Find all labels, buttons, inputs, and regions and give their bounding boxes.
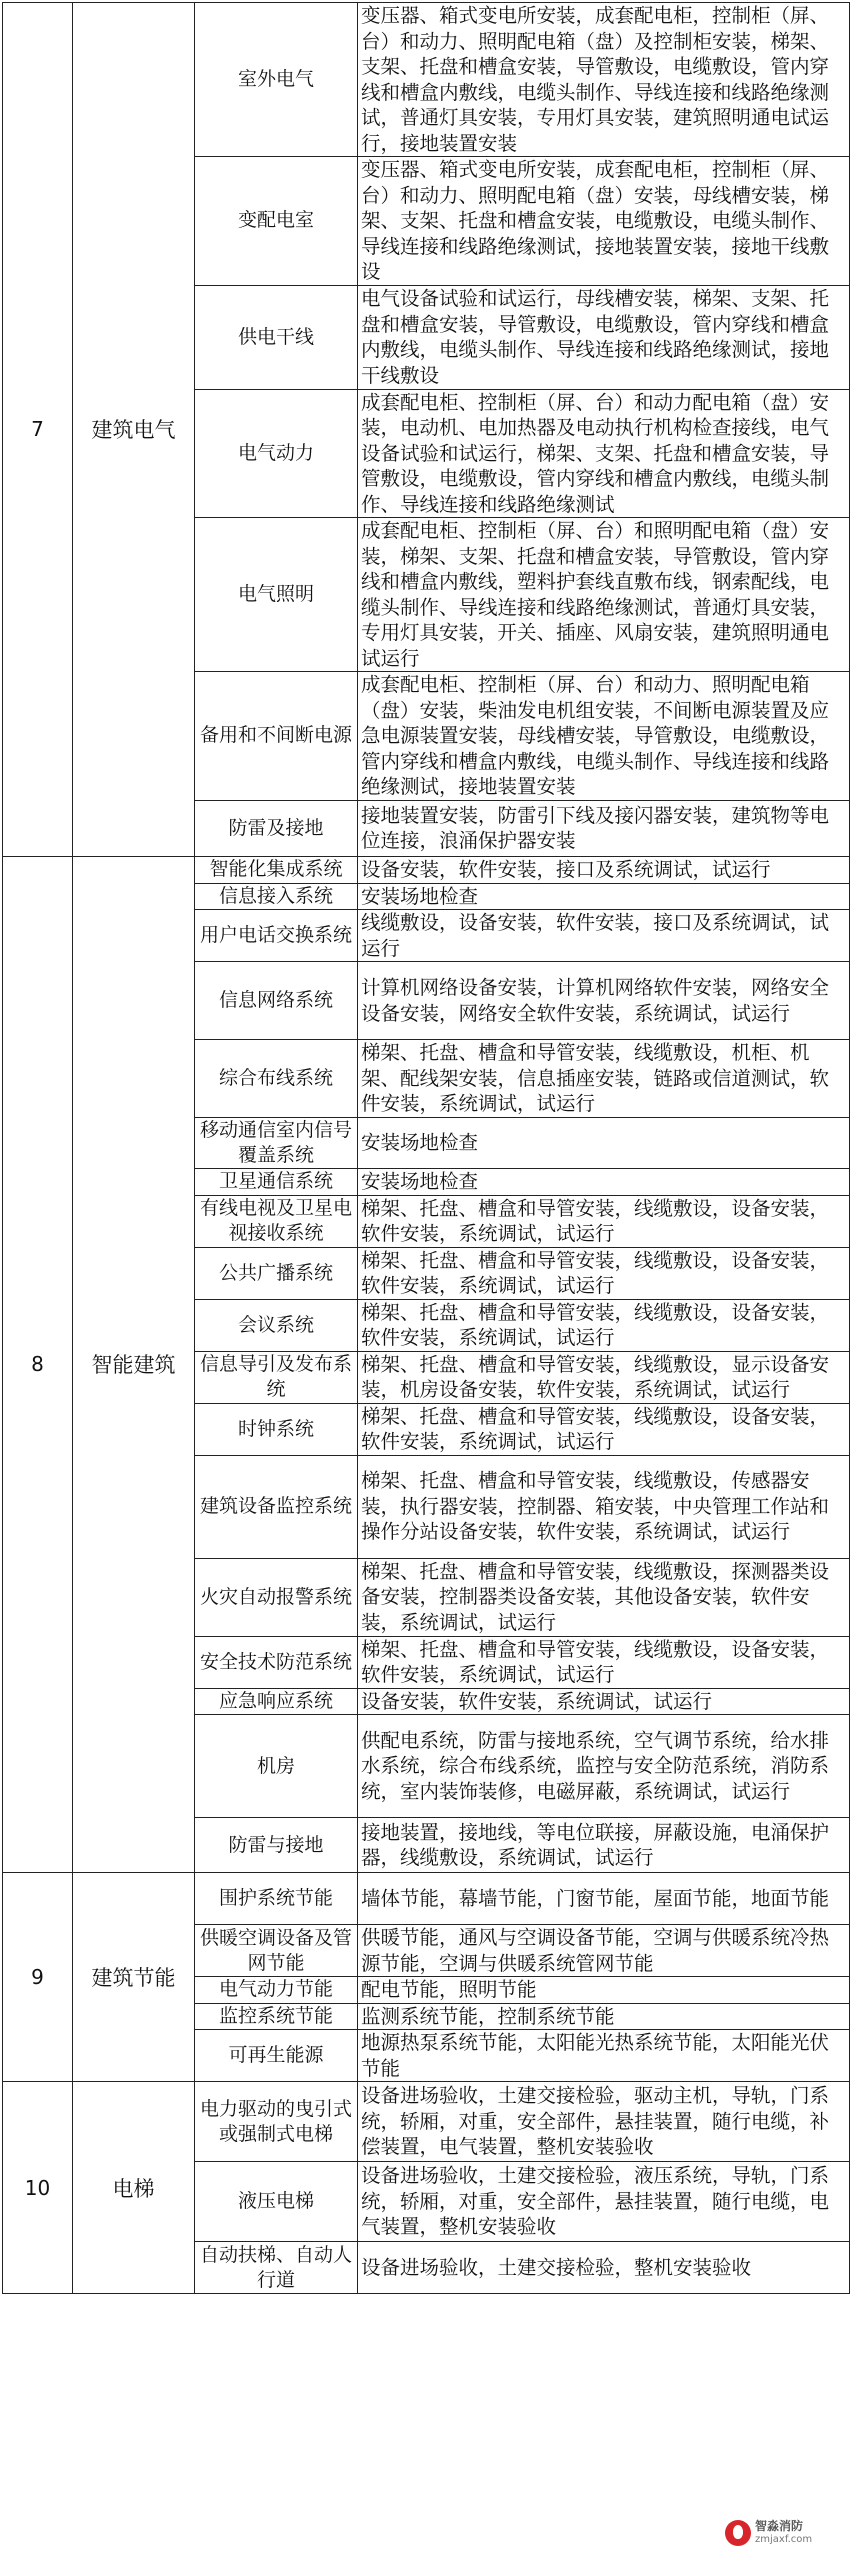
work-items: 接地装置安装，防雷引下线及接闪器安装，建筑物等电位连接，浪涌保护器安装 bbox=[358, 800, 850, 856]
work-items: 梯架、托盘、槽盒和导管安装，线缆敷设，探测器类设备安装，控制器类设备安装，其他设备安装，软件安装，系统调试，试运行 bbox=[358, 1558, 850, 1636]
subdivision-name: 围护系统节能 bbox=[195, 1873, 358, 1925]
subdivision-name: 室外电气 bbox=[195, 3, 358, 157]
subdivision-name: 建筑设备监控系统 bbox=[195, 1455, 358, 1558]
subdivision-name: 液压电梯 bbox=[195, 2162, 358, 2242]
subdivision-name: 卫星通信系统 bbox=[195, 1169, 358, 1196]
table-row bbox=[3, 856, 850, 883]
table-row bbox=[3, 3, 850, 157]
work-items: 设备进场验收，土建交接检验，驱动主机，导轨，门系统，轿厢，对重，安全部件，悬挂装置，随行电缆，补偿装置，电气装置，整机安装验收 bbox=[358, 2082, 850, 2162]
work-items: 变压器、箱式变电所安装，成套配电柜，控制柜（屏、台）和动力、照明配电箱（盘）及控制柜安装，梯架、支架、托盘和槽盒安装，导管敷设，电缆敷设，管内穿线和槽盒内敷线，电缆头制作、导线连接和线路绝缘测试，普通灯具安装，专用灯具安装，建筑照明通电试运行，接地装置安装 bbox=[358, 3, 850, 157]
work-items: 梯架、托盘、槽盒和导管安装，线缆敷设，设备安装，软件安装，系统调试，试运行 bbox=[358, 1636, 850, 1688]
work-items: 梯架、托盘、槽盒和导管安装，线缆敷设，机柜、机架、配线架安装，信息插座安装，链路或信道测试，软件安装，系统调试，试运行 bbox=[358, 1040, 850, 1118]
work-items: 设备进场验收，土建交接检验，液压系统，导轨，门系统，轿厢，对重，安全部件，悬挂装置，随行电缆，电气装置，整机安装验收 bbox=[358, 2162, 850, 2242]
watermark-url: zmjaxf.com bbox=[755, 2534, 813, 2545]
subdivision-name: 综合布线系统 bbox=[195, 1040, 358, 1118]
subdivision-name: 自动扶梯、自动人行道 bbox=[195, 2242, 358, 2294]
work-items: 梯架、托盘、槽盒和导管安装，线缆敷设，设备安装，软件安装，系统调试，试运行 bbox=[358, 1403, 850, 1455]
subdivision-name: 会议系统 bbox=[195, 1299, 358, 1351]
work-items: 配电节能，照明节能 bbox=[358, 1977, 850, 2004]
subdivision-name: 供暖空调设备及管网节能 bbox=[195, 1925, 358, 1977]
work-items: 梯架、托盘、槽盒和导管安装，线缆敷设，设备安装，软件安装，系统调试，试运行 bbox=[358, 1299, 850, 1351]
division-name: 智能建筑 bbox=[73, 856, 195, 1873]
subdivision-name: 电气动力 bbox=[195, 389, 358, 518]
table-row bbox=[3, 1873, 850, 1925]
table-row bbox=[3, 2082, 850, 2162]
work-items: 供配电系统，防雷与接地系统，空气调节系统，给水排水系统，综合布线系统，监控与安全防范系统，消防系统，室内装饰装修，电磁屏蔽，系统调试，试运行 bbox=[358, 1715, 850, 1818]
work-items: 安装场地检查 bbox=[358, 1169, 850, 1196]
work-items: 设备安装，软件安装，系统调试，试运行 bbox=[358, 1688, 850, 1715]
division-name: 建筑电气 bbox=[73, 3, 195, 857]
work-items: 梯架、托盘、槽盒和导管安装，线缆敷设，设备安装，软件安装，系统调试，试运行 bbox=[358, 1247, 850, 1299]
subdivision-name: 信息导引及发布系统 bbox=[195, 1351, 358, 1403]
work-items: 监测系统节能，控制系统节能 bbox=[358, 2003, 850, 2030]
work-items: 成套配电柜、控制柜（屏、台）和动力、照明配电箱（盘）安装，柴油发电机组安装，不间断电源装置及应急电源装置安装，母线槽安装，导管敷设，电缆敷设，管内穿线和槽盒内敷线，电缆头制作、导线连接和线路绝缘测试，接地装置安装 bbox=[358, 672, 850, 801]
subdivision-name: 信息接入系统 bbox=[195, 883, 358, 910]
division-number: 9 bbox=[3, 1873, 73, 2082]
subdivision-name: 变配电室 bbox=[195, 157, 358, 286]
work-items: 成套配电柜、控制柜（屏、台）和动力配电箱（盘）安装，电动机、电加热器及电动执行机构检查接线，电气设备试验和试运行，梯架、支架、托盘和槽盒安装，导管敷设，电缆敷设，管内穿线和槽盒内敷线，电缆头制作、导线连接和线路绝缘测试 bbox=[358, 389, 850, 518]
subdivision-name: 电力驱动的曳引式或强制式电梯 bbox=[195, 2082, 358, 2162]
subdivision-name: 应急响应系统 bbox=[195, 1688, 358, 1715]
subdivision-name: 供电干线 bbox=[195, 285, 358, 389]
work-items: 安装场地检查 bbox=[358, 1118, 850, 1169]
division-number: 10 bbox=[3, 2082, 73, 2294]
division-name: 电梯 bbox=[73, 2082, 195, 2294]
subdivision-name: 有线电视及卫星电视接收系统 bbox=[195, 1195, 358, 1247]
subdivision-name: 时钟系统 bbox=[195, 1403, 358, 1455]
subdivision-name: 智能化集成系统 bbox=[195, 856, 358, 883]
work-items: 梯架、托盘、槽盒和导管安装，线缆敷设，设备安装，软件安装，系统调试，试运行 bbox=[358, 1195, 850, 1247]
subdivision-name: 用户电话交换系统 bbox=[195, 910, 358, 962]
subdivision-name: 防雷与接地 bbox=[195, 1818, 358, 1873]
subdivision-name: 移动通信室内信号覆盖系统 bbox=[195, 1118, 358, 1169]
subdivision-name: 信息网络系统 bbox=[195, 962, 358, 1040]
work-items: 梯架、托盘、槽盒和导管安装，线缆敷设，传感器安装，执行器安装，控制器、箱安装，中央管理工作站和操作分站设备安装，软件安装，系统调试，试运行 bbox=[358, 1455, 850, 1558]
work-items: 梯架、托盘、槽盒和导管安装，线缆敷设，显示设备安装，机房设备安装，软件安装，系统调试，试运行 bbox=[358, 1351, 850, 1403]
work-items: 计算机网络设备安装，计算机网络软件安装，网络安全设备安装，网络安全软件安装，系统调试，试运行 bbox=[358, 962, 850, 1040]
subdivision-name: 防雷及接地 bbox=[195, 800, 358, 856]
flame-logo-icon bbox=[725, 2520, 751, 2546]
subdivision-name: 火灾自动报警系统 bbox=[195, 1558, 358, 1636]
division-number: 8 bbox=[3, 856, 73, 1873]
subdivision-name: 机房 bbox=[195, 1715, 358, 1818]
subdivision-name: 可再生能源 bbox=[195, 2030, 358, 2082]
division-number: 7 bbox=[3, 3, 73, 857]
work-items: 墙体节能，幕墙节能，门窗节能，屋面节能，地面节能 bbox=[358, 1873, 850, 1925]
subdivision-name: 监控系统节能 bbox=[195, 2003, 358, 2030]
subdivision-name: 公共广播系统 bbox=[195, 1247, 358, 1299]
work-items: 变压器、箱式变电所安装，成套配电柜，控制柜（屏、台）和动力、照明配电箱（盘）安装，母线槽安装，梯架、支架、托盘和槽盒安装，电缆敷设，电缆头制作、导线连接和线路绝缘测试，接地装置安装，接地干线敷设 bbox=[358, 157, 850, 286]
subdivision-name: 电气动力节能 bbox=[195, 1977, 358, 2004]
subdivision-name: 安全技术防范系统 bbox=[195, 1636, 358, 1688]
work-items: 电气设备试验和试运行，母线槽安装，梯架、支架、托盘和槽盒安装，导管敷设，电缆敷设，管内穿线和槽盒内敷线，电缆头制作、导线连接和线路绝缘测试，接地干线敷设 bbox=[358, 285, 850, 389]
work-items: 地源热泵系统节能，太阳能光热系统节能，太阳能光伏节能 bbox=[358, 2030, 850, 2082]
work-items: 线缆敷设，设备安装，软件安装，接口及系统调试，试运行 bbox=[358, 910, 850, 962]
watermark bbox=[725, 2515, 845, 2551]
work-items: 设备安装，软件安装，接口及系统调试，试运行 bbox=[358, 856, 850, 883]
work-items: 供暖节能，通风与空调设备节能，空调与供暖系统冷热源节能，空调与供暖系统管网节能 bbox=[358, 1925, 850, 1977]
work-items: 接地装置，接地线，等电位联接，屏蔽设施，电涌保护器，线缆敷设，系统调试，试运行 bbox=[358, 1818, 850, 1873]
work-items: 成套配电柜、控制柜（屏、台）和照明配电箱（盘）安装，梯架、支架、托盘和槽盒安装，导管敷设，管内穿线和槽盒内敷线，塑料护套线直敷布线，钢索配线，电缆头制作、导线连接和线路绝缘测试，普通灯具安装，专用灯具安装，开关、插座、风扇安装，建筑照明通电试运行 bbox=[358, 518, 850, 672]
division-table bbox=[2, 2, 850, 2294]
work-items: 安装场地检查 bbox=[358, 883, 850, 910]
subdivision-name: 备用和不间断电源 bbox=[195, 672, 358, 801]
work-items: 设备进场验收，土建交接检验，整机安装验收 bbox=[358, 2242, 850, 2294]
division-name: 建筑节能 bbox=[73, 1873, 195, 2082]
watermark-name: 智淼消防 bbox=[755, 2519, 804, 2533]
subdivision-name: 电气照明 bbox=[195, 518, 358, 672]
